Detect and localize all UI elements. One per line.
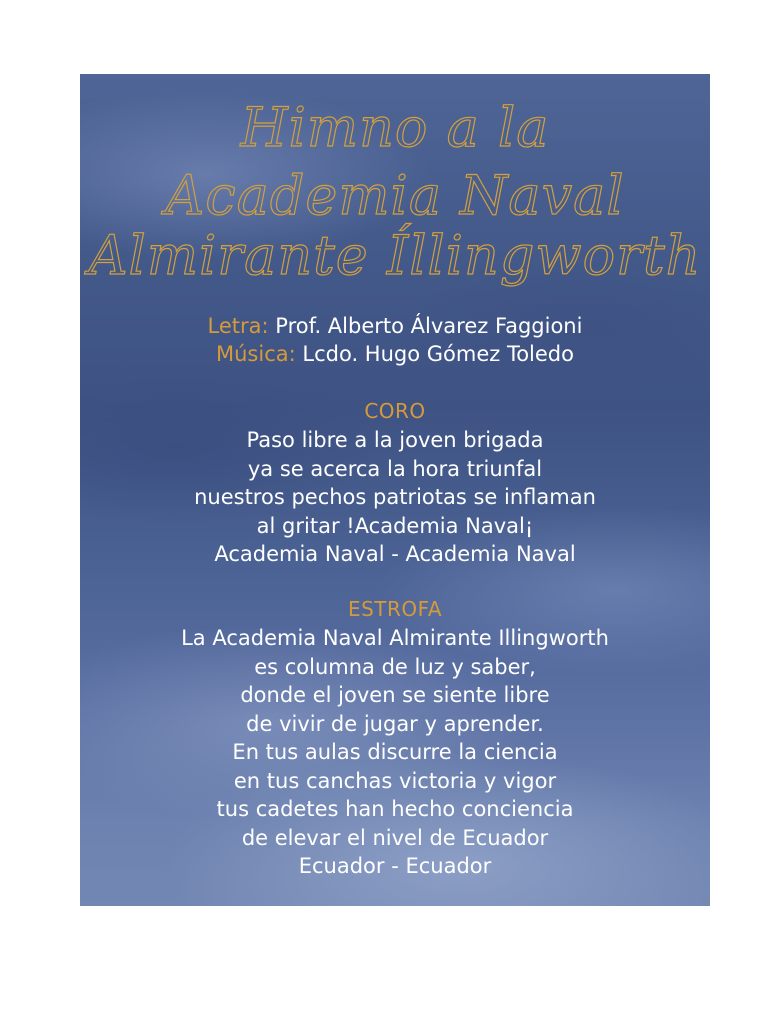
coro-line: Paso libre a la joven brigada — [246, 428, 544, 452]
coro-line: ya se acerca la hora triunfal — [247, 456, 543, 481]
coro-heading: CORO — [364, 399, 426, 423]
title-line-2: Academia Naval — [165, 164, 625, 227]
estrofa-line: La Academia Naval Almirante Illingworth — [181, 626, 609, 650]
estrofa-line: es columna de luz y saber, — [254, 654, 536, 679]
credit-musica-label: Música: — [216, 342, 296, 366]
estrofa-line: de vivir de jugar y aprender. — [246, 711, 544, 736]
estrofa-line: donde el joven se siente libre — [240, 683, 550, 707]
title-line-1: Himno a la — [240, 96, 550, 159]
coro-line: Academia Naval - Academia Naval — [214, 542, 576, 566]
credit-letra-label: Letra: — [207, 314, 269, 338]
title-line-3: Almirante Íllingworth — [88, 224, 702, 287]
credit-musica-value: Lcdo. Hugo Gómez Toledo — [302, 342, 574, 366]
coro-line: al gritar !Academia Naval¡ — [256, 513, 534, 538]
estrofa-line: En tus aulas discurre la ciencia — [232, 740, 558, 764]
estrofa-line: tus cadetes han hecho conciencia — [216, 797, 574, 821]
estrofa-line: en tus canchas victoria y vigor — [233, 768, 557, 793]
coro-line: nuestros pechos patriotas se inflaman — [194, 485, 596, 509]
estrofa-line: Ecuador - Ecuador — [298, 854, 492, 878]
estrofa-verse — [80, 624, 710, 881]
estrofa-heading: ESTROFA — [347, 597, 443, 621]
credit-letra-value: Prof. Alberto Álvarez Faggioni — [275, 314, 583, 338]
estrofa-line: de elevar el nivel de Ecuador — [241, 825, 549, 850]
coro-verse — [80, 426, 710, 569]
credit-musica — [80, 340, 710, 368]
hymn-card — [80, 74, 710, 906]
credit-letra — [80, 312, 710, 340]
